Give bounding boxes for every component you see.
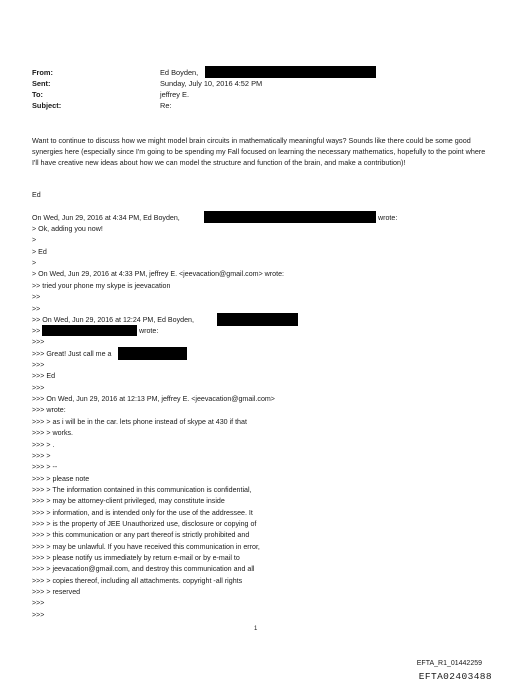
to-label: To: [32, 90, 43, 99]
from-value: Ed Boyden, [160, 68, 199, 77]
thread-line: >>> > The information contained in this communication is confidential, [32, 486, 252, 494]
thread-line: >>> Great! Just call me a [32, 350, 112, 358]
thread-line: > Ed [32, 248, 47, 256]
thread-line: >>> > jeevacation@gmail.com, and destroy this communication and all [32, 565, 255, 573]
header-to-row [32, 90, 189, 99]
thread-line: >>> > as i will be in the car. lets phone instead of skype at 430 if that [32, 418, 247, 426]
redaction-bar [42, 325, 137, 336]
from-label: From: [32, 68, 53, 77]
thread-line: >> tried your phone my skype is jeevacation [32, 282, 171, 290]
thread-line: >> [32, 305, 41, 313]
redaction-bar [205, 66, 376, 78]
thread-line: >>> > is the property of JEE Unauthorized use, disclosure or copying of [32, 520, 257, 528]
thread-line: >>> > copies thereof, including all attachments. copyright -all rights [32, 577, 243, 585]
sent-value: Sunday, July 10, 2016 4:52 PM [160, 79, 263, 88]
thread-line: >> [32, 327, 41, 335]
thread-line: > [32, 259, 37, 267]
thread-line: >>> On Wed, Jun 29, 2016 at 12:13 PM, jeffrey E. <jeevacation@gmail.com> [32, 395, 275, 403]
header-sent-row [32, 79, 262, 88]
thread-line: >>> > . [32, 441, 55, 449]
thread-line: >>> [32, 361, 45, 369]
signoff: Ed [32, 191, 41, 199]
thread-line: >>> [32, 338, 45, 346]
thread-line: > Ok, adding you now! [32, 225, 103, 233]
thread-line: >>> wrote: [32, 406, 66, 414]
subject-value: Re: [160, 101, 172, 110]
subject-label: Subject: [32, 101, 62, 110]
sent-label: Sent: [32, 79, 51, 88]
header-from-row [32, 68, 198, 77]
thread-line: >>> > may be attorney-client privileged, may constitute inside [32, 497, 225, 505]
bates-number-secondary: EFTA02403488 [418, 671, 492, 682]
redaction-bar [217, 313, 298, 326]
thread-line: >>> > please notify us immediately by return e-mail or by e-mail to [32, 554, 240, 562]
thread-line: >>> > may be unlawful. If you have received this communication in error, [32, 543, 260, 551]
redaction-bar [204, 211, 376, 223]
bates-number-primary: EFTA_R1_01442259 [416, 660, 482, 667]
wrote-label: wrote: [139, 327, 159, 335]
thread-line: >>> > information, and is intended only for the use of the addressee. It [32, 509, 253, 517]
header-subject-row [32, 101, 172, 110]
redaction-bar [118, 347, 187, 360]
thread-line: >>> [32, 599, 45, 607]
thread-line: >>> [32, 384, 45, 392]
thread-line: >> [32, 293, 41, 301]
thread-line: >>> [32, 611, 45, 619]
thread-line: > [32, 236, 37, 244]
thread-line: >>> > reserved [32, 588, 81, 596]
thread-line: >>> Ed [32, 372, 56, 380]
page-number: 1 [254, 626, 258, 632]
wrote-label: wrote: [378, 214, 398, 222]
thread-line: >>> > this communication or any part thereof is strictly prohibited and [32, 531, 250, 539]
thread-line: >>> > please note [32, 475, 90, 483]
thread-line: >>> > -- [32, 463, 58, 471]
thread-line: > On Wed, Jun 29, 2016 at 4:33 PM, jeffrey E. <jeevacation@gmail.com> wrote: [32, 270, 285, 278]
thread-line: >>> > works. [32, 429, 74, 437]
to-value: jeffrey E. [160, 90, 190, 99]
thread-line: On Wed, Jun 29, 2016 at 4:34 PM, Ed Boyden, [32, 214, 180, 222]
thread-line: >> On Wed, Jun 29, 2016 at 12:24 PM, Ed Boyden, [32, 316, 194, 324]
body-paragraph: Want to continue to discuss how we might model brain circuits in mathematically meaningful ways? Sounds like there could be some good synergies here (especially since I'm going to be spending my Fall focused on learning the necessary mathematics, hopefully to the point where I'll have creative new ideas about how we can model the structure and function of the brain, and make a contribution)! [32, 136, 486, 168]
thread-line: >>> > [32, 452, 51, 460]
